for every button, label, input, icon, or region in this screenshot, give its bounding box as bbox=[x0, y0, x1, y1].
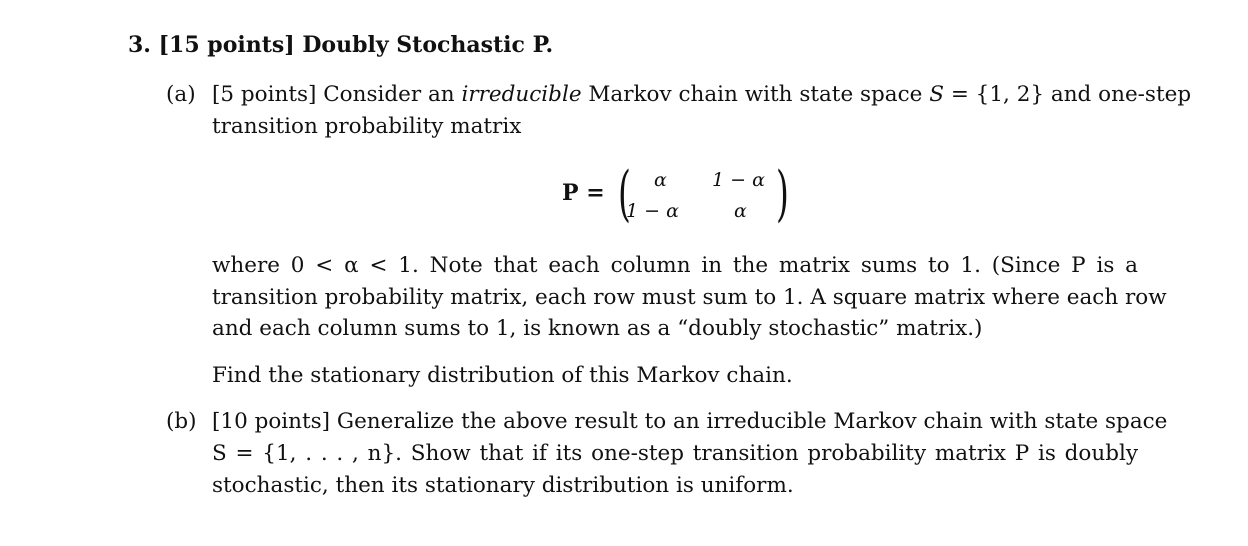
part-a-intro-line bbox=[212, 82, 1191, 107]
transition-matrix bbox=[562, 159, 802, 229]
part-a-label: (a) bbox=[166, 82, 196, 107]
matrix-cell-r2c1: 1 − α bbox=[626, 200, 679, 222]
matrix-lhs: P = bbox=[562, 180, 605, 206]
part-a-intro-text: Markov chain with state space bbox=[588, 82, 923, 107]
part-a-intro-end: and one-step bbox=[1050, 82, 1192, 107]
part-a-para-line-1: where 0 < α < 1. Note that each column in the matrix sums to 1. (Since P is a bbox=[212, 253, 1138, 278]
matrix-cell-r1c2: 1 − α bbox=[712, 169, 765, 191]
left-paren: ( bbox=[618, 159, 631, 229]
part-a-question: Find the stationary distribution of this Markov chain. bbox=[212, 363, 793, 388]
part-b-line-1: [10 points] Generalize the above result to an irreducible Markov chain with state space bbox=[212, 409, 1168, 434]
part-b-line-2: S = {1, . . . , n}. Show that if its one-step transition probability matrix P is doubly bbox=[212, 441, 1138, 466]
part-a-points: [5 points] Consider an bbox=[212, 82, 455, 107]
part-b-label: (b) bbox=[166, 409, 197, 434]
matrix-cell-r1c1: α bbox=[654, 169, 667, 191]
state-space-set: = {1, 2} bbox=[950, 82, 1045, 107]
matrix-cell-r2c2: α bbox=[734, 200, 747, 222]
part-a-line-2: transition probability matrix bbox=[212, 114, 522, 139]
problem-heading: 3. [15 points] Doubly Stochastic P. bbox=[128, 32, 554, 58]
right-paren: ) bbox=[776, 159, 789, 229]
irreducible-term: irreducible bbox=[461, 82, 582, 107]
part-a-para-line-3: and each column sums to 1, is known as a “doubly stochastic” matrix.) bbox=[212, 316, 983, 341]
state-space-symbol: S bbox=[929, 82, 944, 107]
part-b-line-3: stochastic, then its stationary distribution is uniform. bbox=[212, 473, 794, 498]
part-a-para-line-2: transition probability matrix, each row must sum to 1. A square matrix where each row bbox=[212, 285, 1167, 310]
